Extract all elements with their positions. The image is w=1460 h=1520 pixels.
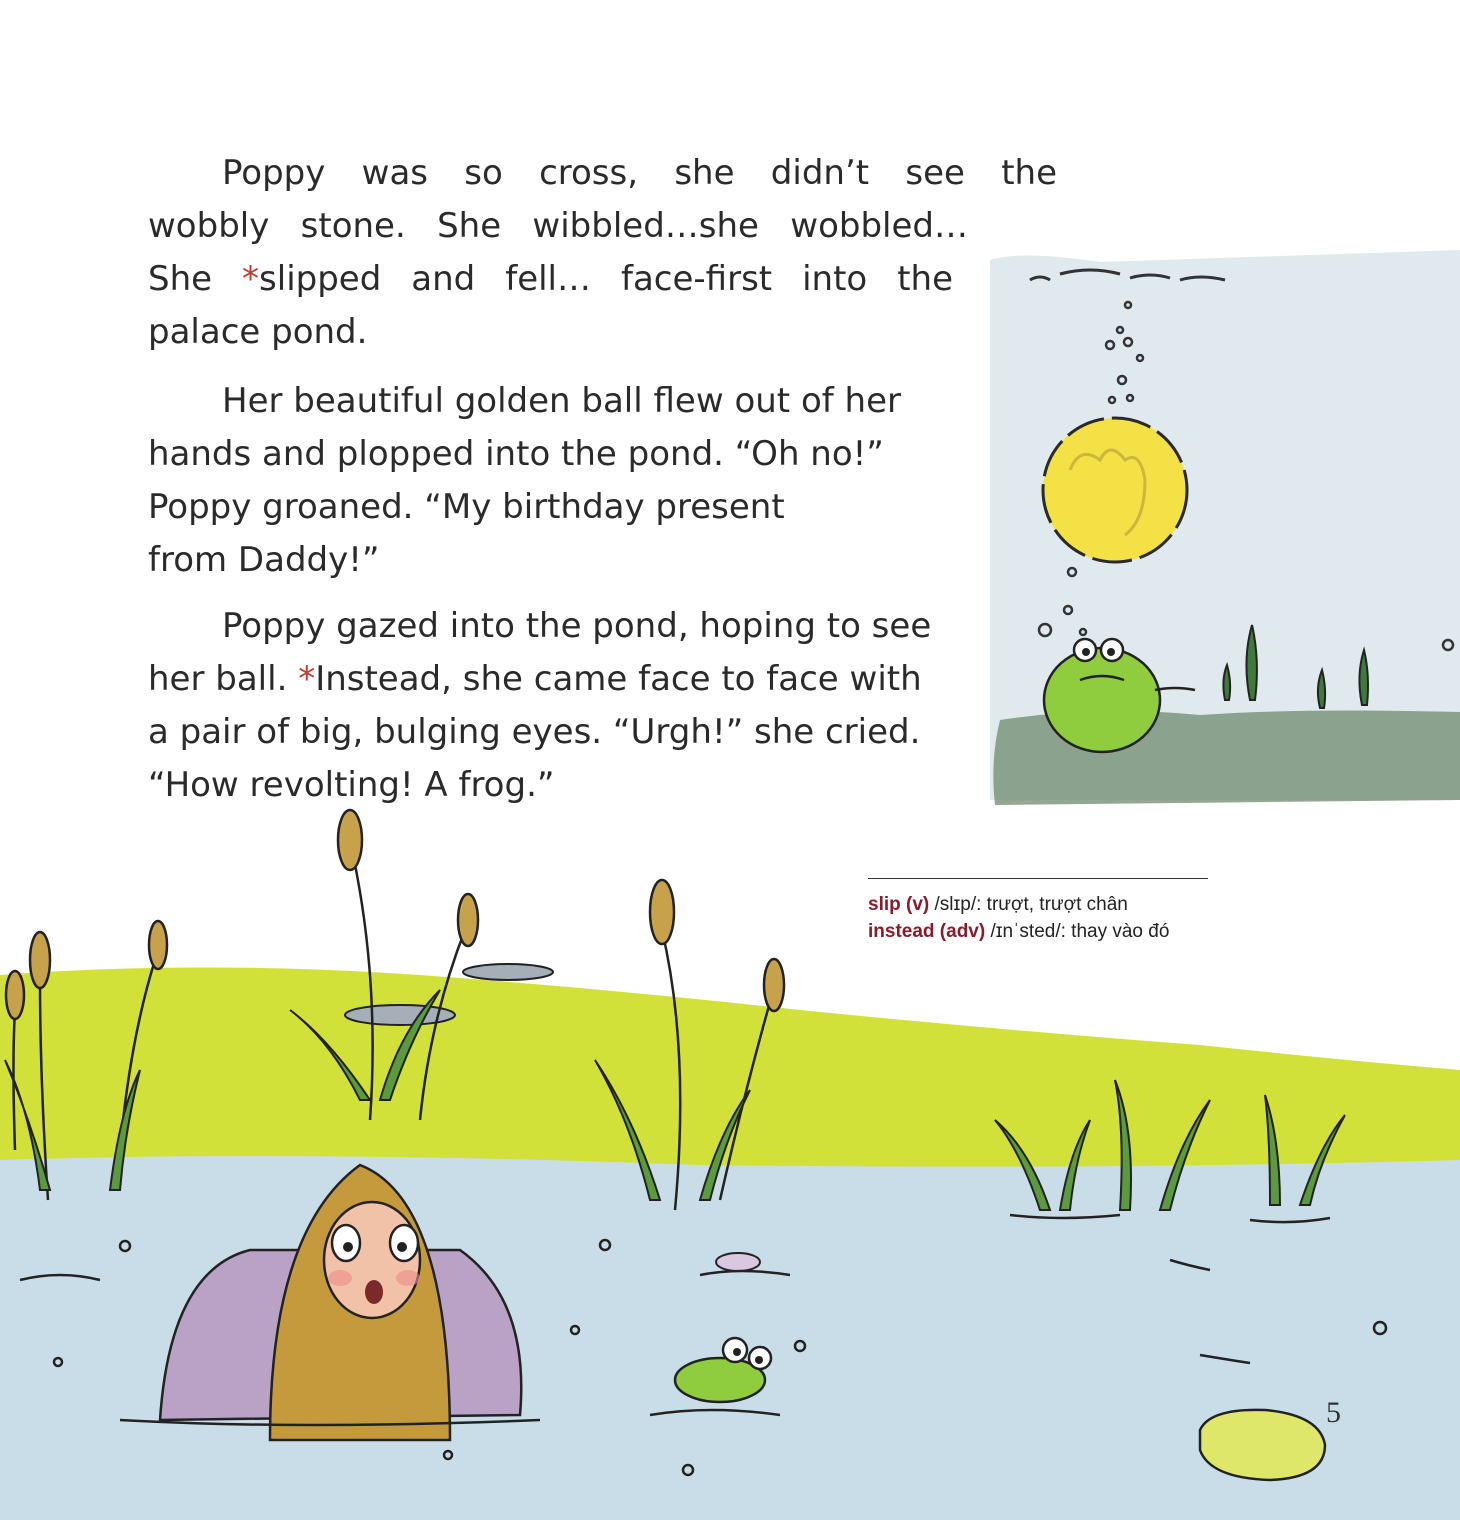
upper-scene	[990, 250, 1460, 805]
lower-scene	[0, 810, 1460, 1520]
story-line: Her beautiful golden ball flew out of her	[222, 381, 901, 421]
story-text: Instead, she came face to face with	[315, 659, 922, 699]
glossary-entry	[868, 918, 1208, 945]
story-line: Poppy groaned. “My birthday present	[148, 487, 785, 527]
story-text: She	[148, 259, 243, 299]
story-line	[148, 653, 988, 706]
story-line	[148, 253, 953, 306]
story-line: hands and plopped into the pond. “Oh no!”	[148, 434, 884, 474]
story-line: a pair of big, bulging eyes. “Urgh!” she cried.	[148, 712, 921, 752]
story-paragraph-1	[148, 147, 1057, 359]
glossary-entry	[868, 891, 1208, 918]
story-line: “How revolting! A frog.”	[148, 765, 555, 805]
glossary-term: instead (adv)	[868, 921, 986, 942]
story-paragraph-2	[148, 375, 988, 587]
water-stone	[716, 1253, 760, 1271]
golden-ball	[1043, 418, 1187, 562]
story-line: Poppy was so cross, she didn’t see the	[222, 153, 1057, 193]
story-line: wobbly stone. She wibbled…she wobbled…	[148, 206, 968, 246]
story-paragraph-3	[148, 600, 988, 812]
poppy-mouth	[365, 1280, 383, 1304]
story-line: Poppy gazed into the pond, hoping to see	[222, 606, 932, 646]
grass-bank	[0, 968, 1460, 1176]
page-number: 5	[1326, 1396, 1341, 1429]
glossary-marker: *	[242, 259, 260, 299]
story-text: her ball.	[148, 659, 299, 699]
story-line: palace pond.	[148, 312, 368, 352]
lily-pad	[1200, 1410, 1325, 1480]
glossary-box	[868, 878, 1208, 945]
story-text: slipped and fell… face-first into the	[259, 259, 953, 299]
glossary-definition: /slɪp/: trượt, trượt chân	[929, 894, 1128, 915]
glossary-marker: *	[298, 659, 316, 699]
glossary-definition: /ɪnˈsted/: thay vào đó	[985, 921, 1170, 942]
stepping-stone	[463, 964, 553, 980]
story-line: from Daddy!”	[148, 540, 380, 580]
glossary-term: slip (v)	[868, 894, 930, 915]
